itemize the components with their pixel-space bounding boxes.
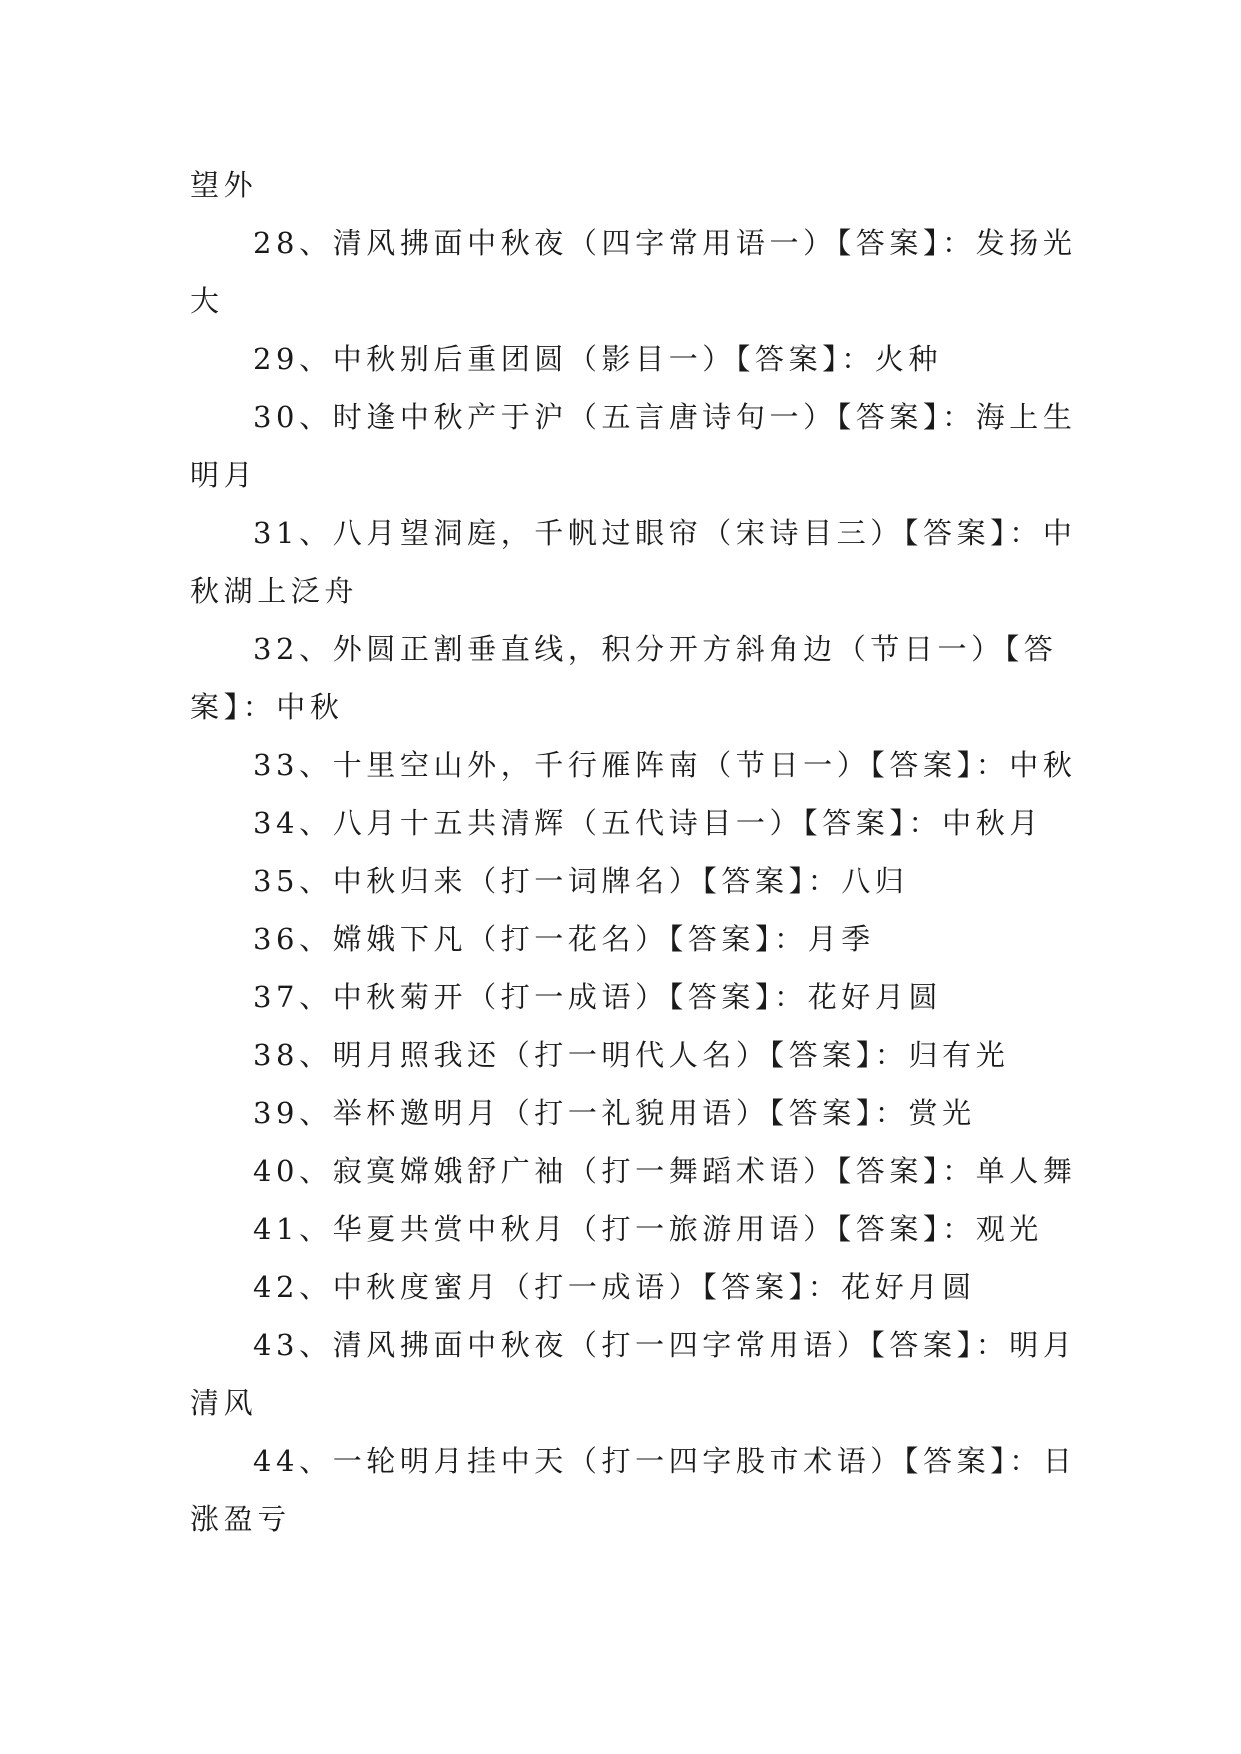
- text-line-continuation: 涨盈亏: [190, 1502, 291, 1536]
- text-line-continuation: 案】：中秋: [190, 690, 344, 724]
- riddle-29: 29、中秋别后重团圆（影目一）【答案】：火种: [253, 342, 943, 376]
- riddle-31: 31、八月望洞庭，千帆过眼帘（宋诗目三）【答案】：中: [253, 516, 1077, 550]
- riddle-32: 32、外圆正割垂直线，积分开方斜角边（节日一）【答: [253, 632, 1058, 666]
- text-line-continuation: 大: [190, 284, 224, 318]
- riddle-40: 40、寂寞嫦娥舒广袖（打一舞蹈术语）【答案】：单人舞: [253, 1154, 1077, 1188]
- riddle-36: 36、嫦娥下凡（打一花名）【答案】：月季: [253, 922, 875, 956]
- text-line-continuation: 望外: [190, 168, 258, 202]
- riddle-34: 34、八月十五共清辉（五代诗目一）【答案】：中秋月: [253, 806, 1043, 840]
- riddle-44: 44、一轮明月挂中天（打一四字股市术语）【答案】：日: [253, 1444, 1077, 1478]
- riddle-33: 33、十里空山外，千行雁阵南（节日一）【答案】：中秋: [253, 748, 1077, 782]
- riddle-28: 28、清风拂面中秋夜（四字常用语一）【答案】：发扬光: [253, 226, 1077, 260]
- riddle-37: 37、中秋菊开（打一成语）【答案】：花好月圆: [253, 980, 943, 1014]
- riddle-42: 42、中秋度蜜月（打一成语）【答案】：花好月圆: [253, 1270, 976, 1304]
- riddle-39: 39、举杯邀明月（打一礼貌用语）【答案】：赏光: [253, 1096, 976, 1130]
- document-page: [190, 156, 1077, 1548]
- text-line-continuation: 清风: [190, 1386, 258, 1420]
- text-line-continuation: 明月: [190, 458, 258, 492]
- text-line-continuation: 秋湖上泛舟: [190, 574, 359, 608]
- riddle-41: 41、华夏共赏中秋月（打一旅游用语）【答案】：观光: [253, 1212, 1043, 1246]
- riddle-35: 35、中秋归来（打一词牌名）【答案】：八归: [253, 864, 909, 898]
- riddle-38: 38、明月照我还（打一明代人名）【答案】：归有光: [253, 1038, 1010, 1072]
- riddle-43: 43、清风拂面中秋夜（打一四字常用语）【答案】：明月: [253, 1328, 1077, 1362]
- riddle-30: 30、时逢中秋产于沪（五言唐诗句一）【答案】：海上生: [253, 400, 1077, 434]
